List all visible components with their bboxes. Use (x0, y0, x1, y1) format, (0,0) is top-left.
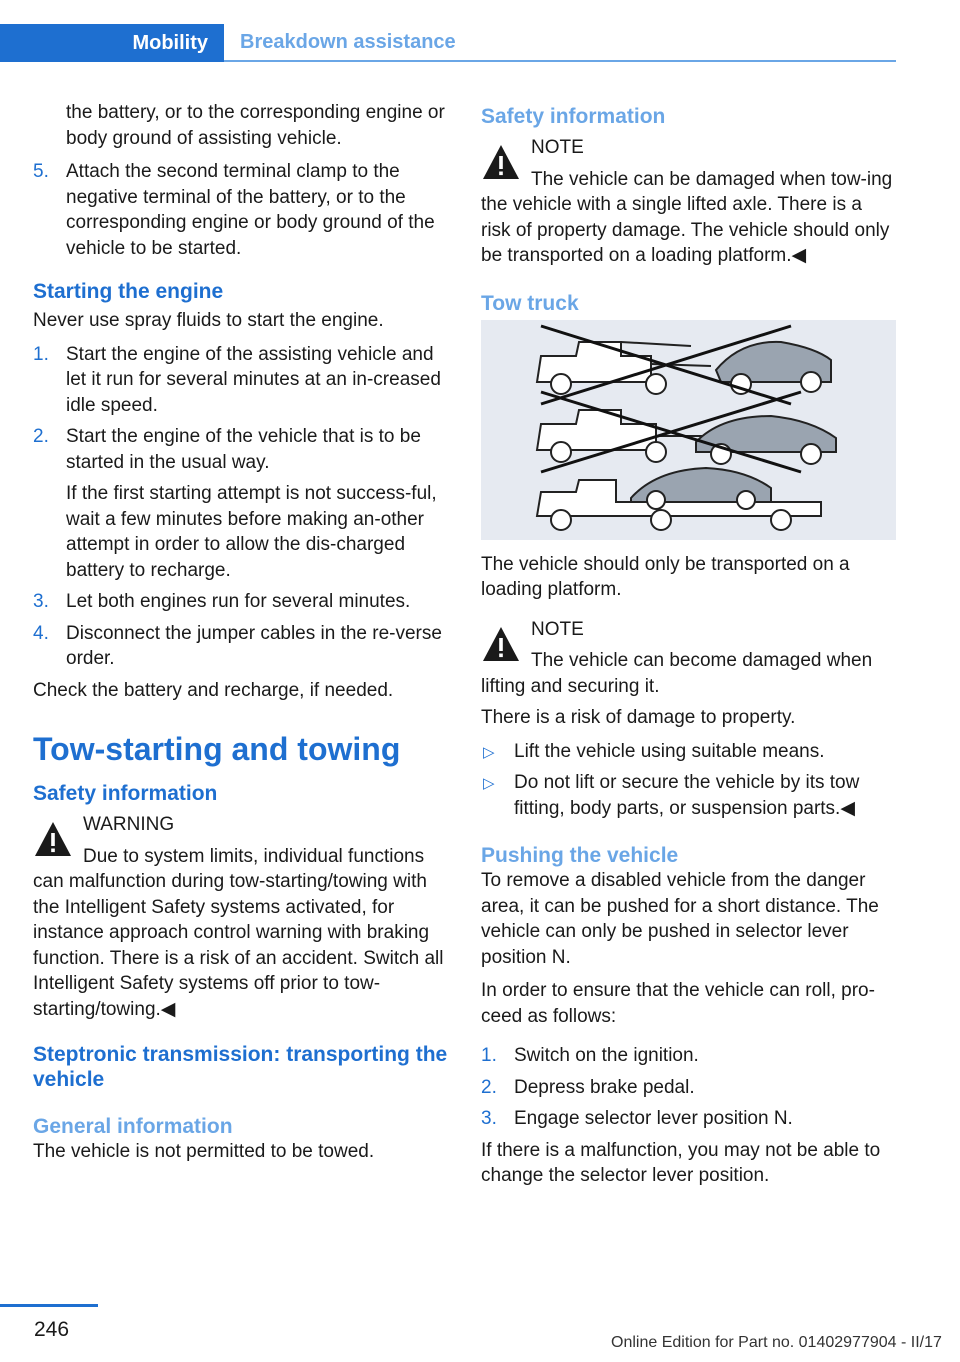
note-box (481, 617, 896, 700)
starting-steps-list (33, 342, 448, 672)
step-text: Engage selector lever position N. (514, 1108, 793, 1129)
paragraph: Check the battery and recharge, if needed. (33, 679, 394, 701)
paragraph: In order to ensure that the vehicle can roll, pro‐ceed as follows: (481, 980, 875, 1027)
step-text: Switch on the ignition. (514, 1045, 699, 1066)
list-item (33, 159, 448, 261)
paragraph: To remove a disabled vehicle from the danger area, it can be pushed for a short distance. The vehicle can only be pushed in selector lever position N. (481, 870, 879, 968)
bullet-text: Lift the vehicle using suitable means. (514, 740, 825, 762)
list-item (33, 621, 448, 672)
chapter-heading-tow-starting: Tow-starting and towing (33, 731, 401, 767)
figure-caption: The vehicle should only be transported on a loading platform. (481, 553, 850, 600)
warning-triangle-icon (33, 820, 73, 858)
warning-triangle-icon (481, 625, 521, 663)
subsection-heading-general-information: General information (33, 1115, 233, 1138)
footer-rule (0, 1304, 98, 1307)
paragraph: There is a risk of damage to property. (481, 707, 796, 728)
step-text: Disconnect the jumper cables in the re‐verse order. (66, 622, 442, 669)
note-label: NOTE (531, 618, 584, 640)
note-text: The vehicle can be damaged when tow‐ing the vehicle with a single lifted axle. There is a risk of property damage. The vehicle should only be transported on a loading platform.◀ (481, 168, 893, 266)
list-item (33, 589, 448, 615)
section-heading-tow-truck: Tow truck (481, 291, 579, 315)
header-bar (0, 0, 960, 62)
list-item (481, 1075, 896, 1101)
subsection-label: Breakdown assistance (240, 31, 456, 53)
step-number: 3. (481, 1108, 497, 1129)
section-heading-steptronic: Steptronic transmission: transporting the vehicle (33, 1043, 448, 1091)
step-text: Let both engines run for several minutes. (66, 591, 411, 612)
warning-triangle-icon (481, 143, 521, 181)
step-text: Attach the second terminal clamp to the negative terminal of the battery, or to the corresponding engine or body ground of the vehicle to be started. (66, 161, 435, 259)
warning-text: Due to system limits, individual functions can malfunction during tow-starting/towing with the Intelligent Safety systems activated, for instance approach control warning with braking function. There is a risk of an accident. Switch all Intelligent Safety systems off prior to tow-starting/towing.◀ (33, 845, 444, 1020)
list-item (33, 424, 448, 583)
list-triangle-icon: ▷ (483, 775, 495, 792)
list-item (481, 1106, 896, 1132)
warning-label: WARNING (83, 814, 175, 835)
tow-truck-illustration (481, 320, 896, 540)
list-item (33, 342, 448, 419)
bullet-text: Do not lift or secure the vehicle by its tow fitting, body parts, or suspension parts.◀ (514, 772, 860, 819)
list-triangle-icon: ▷ (483, 743, 495, 761)
left-column (33, 100, 448, 1165)
step-text: Depress brake pedal. (514, 1076, 695, 1098)
continued-step-text: the battery, or to the corresponding engine or body ground of assisting vehicle. (66, 102, 445, 149)
section-heading-pushing-vehicle: Pushing the vehicle (481, 844, 679, 867)
step-number: 2. (33, 426, 49, 447)
note-text: The vehicle can become damaged when lifting and securing it. (481, 650, 873, 697)
section-heading-safety-information: Safety information (33, 782, 218, 805)
paragraph: Never use spray fluids to start the engine. (33, 310, 384, 331)
page-number: 246 (34, 1318, 70, 1341)
step-number: 1. (33, 343, 49, 365)
right-column (481, 104, 896, 1189)
step-number: 5. (33, 161, 49, 182)
note-box (481, 135, 896, 269)
edition-text: Online Edition for Part no. 01402977904 - II/17 (611, 1334, 942, 1351)
section-tab-mobility: Mobility (0, 24, 224, 62)
list-item (481, 739, 896, 765)
warning-box (33, 812, 448, 1022)
step-number: 4. (33, 622, 49, 644)
step-number: 2. (481, 1076, 497, 1098)
paragraph: If there is a malfunction, you may not be able to change the selector lever position. (481, 1139, 881, 1186)
step-extra-text: If the first starting attempt is not success‐ful, wait a few minutes before making an‐other attempt in order to allow the dis‐charged battery to recharge. (66, 483, 437, 581)
note-label: NOTE (531, 137, 584, 158)
section-heading-safety-information: Safety information (481, 105, 666, 128)
header-rule (224, 60, 896, 62)
step-text: Start the engine of the vehicle that is to be started in the usual way. (66, 426, 421, 473)
list-item (481, 770, 896, 821)
step-number: 1. (481, 1045, 497, 1066)
step-number: 3. (33, 591, 49, 612)
paragraph: The vehicle is not permitted to be towed. (33, 1141, 375, 1162)
list-item (481, 1043, 896, 1069)
step-text: Start the engine of the assisting vehicle and let it run for several minutes at an in‐creased idle speed. (66, 343, 441, 416)
section-heading-starting-engine: Starting the engine (33, 280, 224, 303)
